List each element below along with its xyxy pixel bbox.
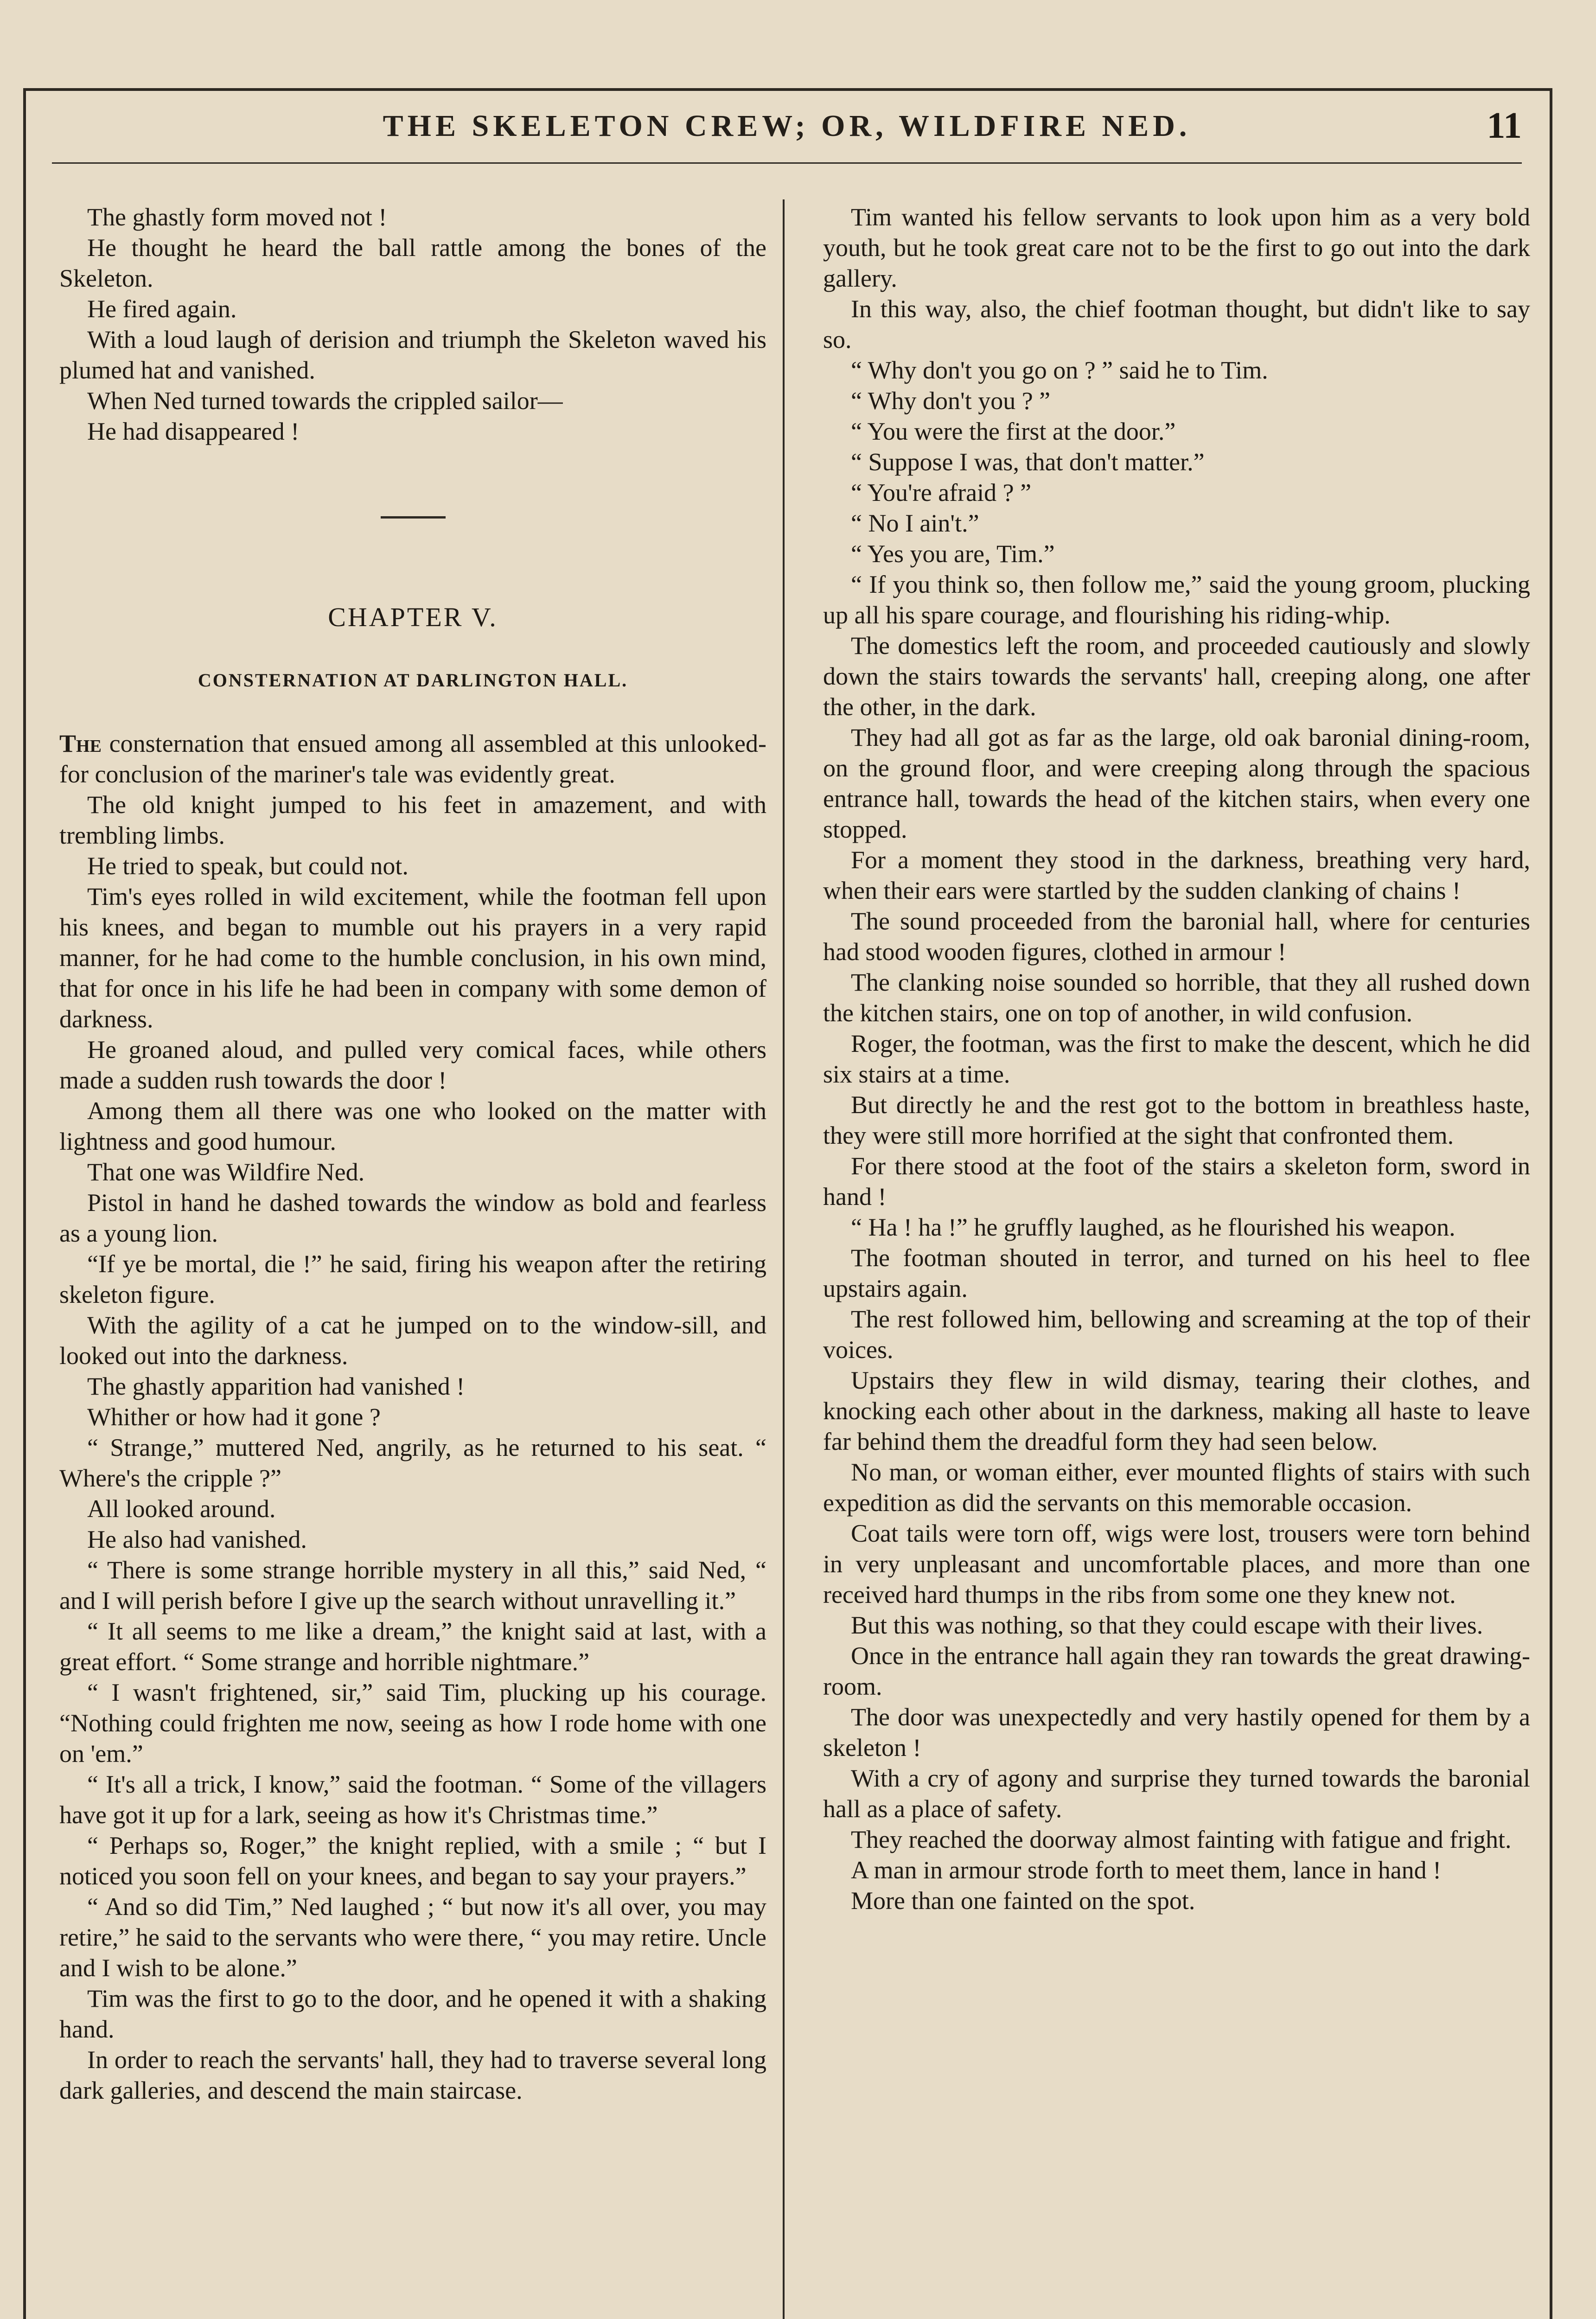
paragraph: “ It all seems to me like a dream,” the knight said at last, with a great effort. “ Some strange and horrible nightmare.” [59, 1617, 766, 1676]
paragraph: For a moment they stood in the darkness, breathing very hard, when their ears were startled by the sudden clanking of chains ! [823, 846, 1530, 904]
paragraph: “ Perhaps so, Roger,” the knight replied, with a smile ; “ but I noticed you soon fell on your knees, and began to say your prayers.” [59, 1832, 766, 1890]
paragraph: With the agility of a cat he jumped on to the window-sill, and looked out into the darkness. [59, 1311, 766, 1370]
paragraph: He thought he heard the ball rattle among the bones of the Skeleton. [59, 234, 766, 292]
paragraph: The footman shouted in terror, and turned on his heel to flee upstairs again. [823, 1244, 1530, 1302]
paragraph: “ It's all a trick, I know,” said the footman. “ Some of the villagers have got it up for a lark, seeing as how it's Christmas time.” [59, 1770, 766, 1829]
paragraph: Roger, the footman, was the first to make the descent, which he did six stairs at a time. [823, 1030, 1530, 1088]
paragraph: He also had vanished. [87, 1525, 307, 1553]
paragraph: “ Strange,” muttered Ned, angrily, as he returned to his seat. “ Where's the cripple ?” [59, 1434, 766, 1492]
column-divider [783, 199, 785, 2319]
paragraph: That one was Wildfire Ned. [87, 1158, 365, 1186]
paragraph: A man in armour strode forth to meet them, lance in hand ! [851, 1856, 1442, 1884]
paragraph: Tim's eyes rolled in wild excitement, while the footman fell upon his knees, and began to mumble out his prayers in a very rapid manner, for he had come to the humble conclusion, in his own mind, that for once in his life he had been in company with some demon of darkness. [59, 883, 766, 1033]
paragraph: “ No I ain't.” [851, 509, 979, 537]
paragraph: “ Why don't you ? ” [851, 387, 1051, 415]
paragraph: The rest followed him, bellowing and screaming at the top of their voices. [823, 1305, 1530, 1364]
paragraph: Tim was the first to go to the door, and he opened it with a shaking hand. [59, 1985, 766, 2043]
paragraph: For there stood at the foot of the stairs a skeleton form, sword in hand ! [823, 1152, 1530, 1211]
paragraph: He had disappeared ! [87, 417, 300, 445]
paragraph: The ghastly form moved not ! [87, 203, 387, 231]
paragraph: In this way, also, the chief footman thought, but didn't like to say so. [823, 295, 1530, 353]
left-column [59, 202, 766, 2319]
page-header [52, 98, 1522, 154]
paragraph: With a loud laugh of derision and triumph the Skeleton waved his plumed hat and vanished. [59, 326, 766, 384]
paragraph: Among them all there was one who looked on the matter with lightness and good humour. [59, 1097, 766, 1155]
paragraph: Once in the entrance hall again they ran towards the great drawing-room. [823, 1642, 1530, 1700]
header-rule [52, 162, 1522, 164]
page-number: 11 [1487, 105, 1522, 146]
paragraph: More than one fainted on the spot. [851, 1887, 1195, 1915]
running-title: THE SKELETON CREW; OR, WILDFIRE NED. [383, 109, 1191, 143]
opening-word: The [59, 730, 102, 757]
paragraph: He groaned aloud, and pulled very comical faces, while others made a sudden rush towards the door ! [59, 1036, 766, 1094]
paragraph: “ Yes you are, Tim.” [851, 540, 1055, 568]
paragraph: “ I wasn't frightened, sir,” said Tim, plucking up his courage. “Nothing could frighten me now, seeing as how I rode home with one on 'em.” [59, 1678, 766, 1768]
paragraph: They reached the doorway almost fainting with fatigue and fright. [851, 1826, 1512, 1853]
paragraph: In order to reach the servants' hall, they had to traverse several long dark galleries, and descend the main staircase. [59, 2046, 766, 2104]
paragraph: Pistol in hand he dashed towards the window as bold and fearless as a young lion. [59, 1189, 766, 1247]
paragraph: But this was nothing, so that they could escape with their lives. [851, 1611, 1483, 1639]
paragraph: “ Suppose I was, that don't matter.” [851, 448, 1205, 476]
paragraph: The clanking noise sounded so horrible, that they all rushed down the kitchen stairs, one on top of another, in wild confusion. [823, 968, 1530, 1027]
paragraph: The ghastly apparition had vanished ! [87, 1372, 465, 1400]
paragraph: When Ned turned towards the crippled sailor— [87, 387, 563, 415]
paragraph: “ You're afraid ? ” [851, 479, 1032, 506]
paragraph: Coat tails were torn off, wigs were lost, trousers were torn behind in very unpleasant and uncomfortable places, and more than one received hard thumps in the ribs from some one they knew not. [823, 1519, 1530, 1608]
chapter-opening-paragraph [59, 728, 766, 789]
paragraph: “ Why don't you go on ? ” said he to Tim. [851, 356, 1268, 384]
paragraph: “ If you think so, then follow me,” said the young groom, plucking up all his spare courage, and flourishing his riding-whip. [823, 570, 1530, 629]
paragraph: Whither or how had it gone ? [87, 1403, 381, 1431]
paragraph: The old knight jumped to his feet in amazement, and with trembling limbs. [59, 791, 766, 849]
paragraph: “ You were the first at the door.” [851, 417, 1176, 445]
paragraph: The sound proceeded from the baronial hall, where for centuries had stood wooden figures, clothed in armour ! [823, 907, 1530, 966]
chapter-heading: CHAPTER V. [328, 602, 498, 632]
section-rule [381, 516, 446, 519]
chapter-subtitle: CONSTERNATION AT DARLINGTON HALL. [198, 670, 628, 691]
paragraph: Tim wanted his fellow servants to look upon him as a very bold youth, but he took great care not to be the first to go out into the dark gallery. [823, 203, 1530, 292]
paragraph: “ There is some strange horrible mystery in all this,” said Ned, “ and I will perish before I give up the search without unravelling it.” [59, 1556, 766, 1614]
paragraph: All looked around. [87, 1495, 276, 1523]
paragraph: Upstairs they flew in wild dismay, tearing their clothes, and knocking each other about in the darkness, making all haste to leave far behind them the dreadful form they had seen below. [823, 1366, 1530, 1455]
paragraph: The door was unexpectedly and very hastily opened for them by a skeleton ! [823, 1703, 1530, 1762]
paragraph: “If ye be mortal, die !” he said, firing his weapon after the retiring skeleton figure. [59, 1250, 766, 1308]
paragraph: With a cry of agony and surprise they turned towards the baronial hall as a place of safety. [823, 1764, 1530, 1823]
paragraph: “ Ha ! ha !” he gruffly laughed, as he flourished his weapon. [851, 1213, 1456, 1241]
paragraph: He tried to speak, but could not. [87, 852, 409, 880]
paragraph: He fired again. [87, 295, 237, 323]
paragraph: But directly he and the rest got to the bottom in breathless haste, they were still more horrified at the sight that confronted them. [823, 1091, 1530, 1149]
paragraph: The domestics left the room, and proceeded cautiously and slowly down the stairs towards the servants' hall, creeping along, one after the other, in the dark. [823, 632, 1530, 721]
paragraph: They had all got as far as the large, old oak baronial dining-room, on the ground floor, and were creeping along through the spacious entrance hall, towards the head of the kitchen stairs, when every one stopped. [823, 724, 1530, 843]
paragraph: No man, or woman either, ever mounted flights of stairs with such expedition as did the servants on this memorable occasion. [823, 1458, 1530, 1517]
paragraph: “ And so did Tim,” Ned laughed ; “ but now it's all over, you may retire,” he said to the servants who were there, “ you may retire. Uncle and I wish to be alone.” [59, 1893, 766, 1982]
opening-text: consternation that ensued among all assembled at this unlooked-for conclusion of the mariner's tale was evidently great. [59, 730, 766, 788]
right-column [823, 202, 1530, 2319]
